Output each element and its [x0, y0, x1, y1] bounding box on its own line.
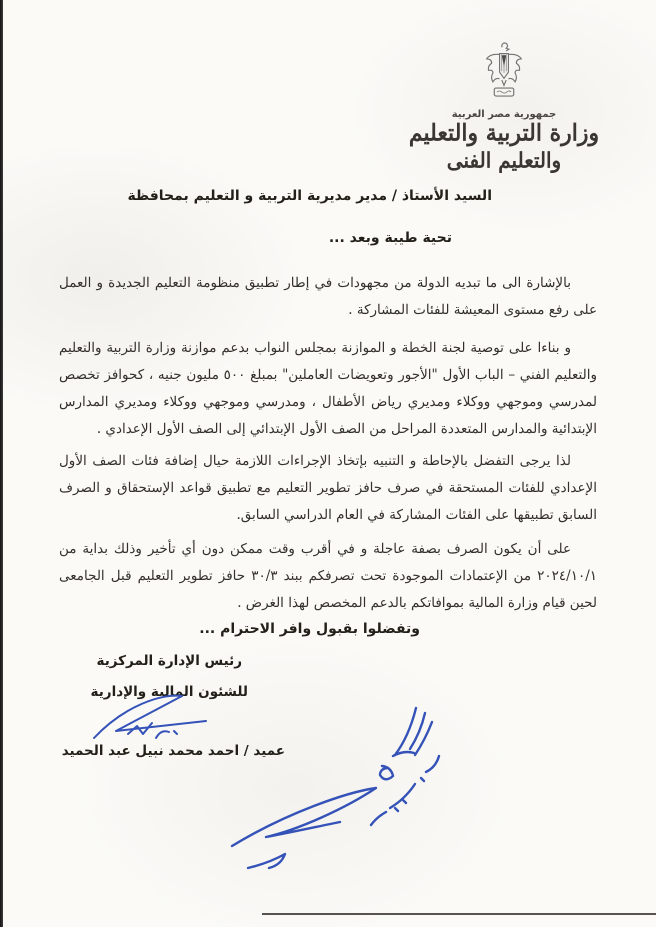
egypt-eagle-emblem-icon [479, 42, 529, 104]
approval-handwriting-flourish-icon [196, 698, 488, 874]
paragraph-budget-recommendation: و بناءا على توصية لجنة الخطة و الموازنة بمجلس النواب بدعم موازنة وزارة التربية والتعليم والتعليم الفني – الباب الأول "الأجور وتعويضات العاملين" بمبلغ ٥٠٠ مليون جنيه ، كحوافز تخصص لمدرسي وموجهي ووكلاء ومديري رياض الأطفال ، ومدرسي وموجهي ووكلاء ومديري المدارس الإبتدائية والمدارس المتعددة المراحل من الصف الأول الإبتدائي إلى الصف الأول الإعدادي . [59, 339, 597, 437]
recipient-line: السيد الأستاذ / مدير مديرية التربية و التعليم بمحافظة [127, 188, 492, 204]
ministry-name-line1: وزارة التربية والتعليم [408, 119, 600, 147]
signer-title-line2: للشئون المالية والإدارية [90, 684, 248, 700]
republic-name: جمهورية مصر العربية [451, 109, 557, 120]
signer-title-line1: رئيس الإدارة المركزية [96, 653, 242, 669]
paragraph-intro: بالإشارة الى ما تبديه الدولة من مجهودات في إطار تطبيق منظومة التعليم الجديدة و العمل على رفع مستوى المعيشة للفئات المشاركة . [59, 274, 597, 318]
signer-name: عميد / احمد محمد نبيل عبد الحميد [61, 743, 285, 759]
paragraph-disbursement-instructions: على أن يكون الصرف بصفة عاجلة و في أقرب وقت ممكن دون أي تأخير وذلك بداية من ٢٠٢٤/١٠/١ من الإعتمادات الموجودة تحت تصرفكم ببند ٣٠/٣ حافز تطوير التعليم قبل الجامعى لحين قيام وزارة المالية بموافاتكم بالدعم المخصص لهذا الغرض . [59, 540, 597, 611]
letterhead [398, 42, 610, 172]
ministry-name-line2: والتعليم الفنى [446, 146, 562, 173]
closing-line: وتفضلوا بقبول وافر الاحترام ... [199, 621, 420, 637]
scan-edge-artifact-bottom [262, 913, 656, 915]
salutation-line: تحية طيبة وبعد ... [328, 230, 452, 246]
paragraph-required-actions: لذا يرجى التفضل بالإحاطة و التنبيه بإتخاذ الإجراءات اللازمة حيال إضافة فئات الصف الأول الإعدادي للفئات المستحقة في صرف حافز تطوير التعليم مع تطبيق قواعد الإستحقاق و الصرف السابق تطبيقها على الفئات المشاركة في العام الدراسي السابق. [59, 452, 597, 523]
scan-edge-artifact-left [0, 0, 3, 927]
